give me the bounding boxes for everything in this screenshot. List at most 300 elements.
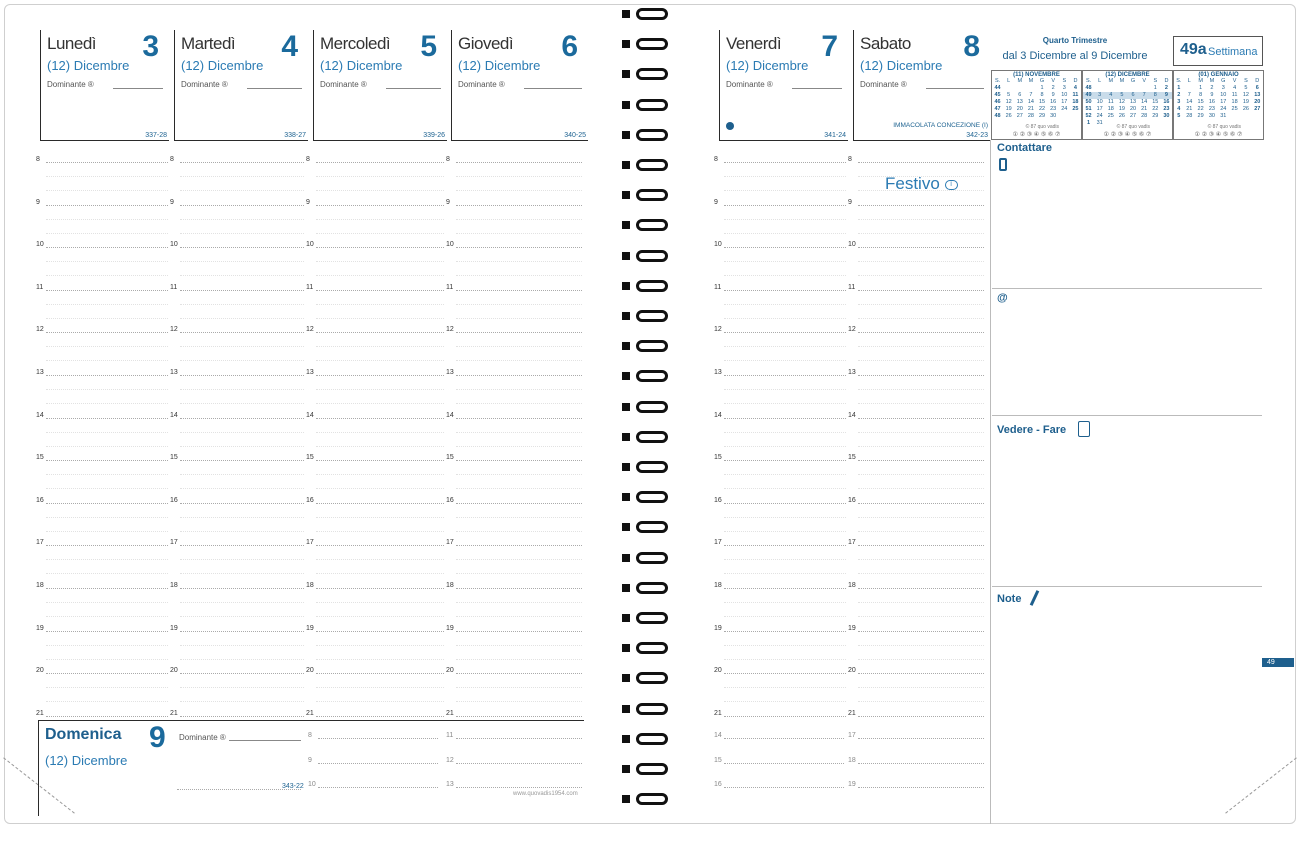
day-header <box>313 30 447 141</box>
festivo-label <box>885 174 958 194</box>
mini-calendar-title: (12) DICEMBRE <box>1105 72 1150 78</box>
half-line <box>724 687 846 688</box>
day-cell: 12 <box>1005 99 1012 105</box>
hour-line <box>316 716 444 717</box>
sunday-hour-label: 17 <box>848 732 856 739</box>
day-header <box>719 30 848 141</box>
day-cell: 52 <box>1085 113 1092 119</box>
day-code: 339-26 <box>423 132 445 139</box>
sunday-dominante: Dominante ® <box>179 733 226 742</box>
half-line <box>456 701 582 702</box>
half-line <box>180 389 304 390</box>
half-line <box>858 559 984 560</box>
hour-label: 14 <box>446 411 454 419</box>
half-line <box>46 219 168 220</box>
mini-calendar-note: © 87 quo vadis <box>1207 124 1241 130</box>
day-cell: 3 <box>1062 85 1066 91</box>
ring-hole <box>622 493 630 501</box>
hour-label: 17 <box>306 539 314 547</box>
hour-line <box>724 588 846 589</box>
ring-hole <box>622 282 630 290</box>
half-line <box>316 275 444 276</box>
half-line <box>724 360 846 361</box>
half-line <box>316 488 444 489</box>
sunday-hour-label: 15 <box>714 756 722 764</box>
half-line <box>724 261 846 262</box>
half-line <box>456 602 582 603</box>
hour-line <box>456 460 582 461</box>
hour-line <box>858 375 984 376</box>
hour-line <box>858 332 984 333</box>
half-line <box>180 446 304 447</box>
day-cell: 7 <box>1142 92 1146 98</box>
hour-label: 12 <box>306 326 314 334</box>
weekday-header: G <box>1221 78 1226 84</box>
half-line <box>316 701 444 702</box>
ring-wire <box>636 642 668 654</box>
hour-label: 14 <box>714 411 722 419</box>
hour-label: 8 <box>446 156 450 163</box>
hour-label: 20 <box>714 667 722 675</box>
day-cell <box>1184 85 1195 92</box>
half-line <box>46 176 168 177</box>
day-cell: 48 <box>1085 85 1092 91</box>
spiral-ring <box>618 308 678 324</box>
week-row <box>992 92 1081 99</box>
day-cell: 2 <box>1210 85 1214 91</box>
hour-label: 18 <box>306 582 314 589</box>
hour-line <box>724 375 846 376</box>
half-line <box>180 219 304 220</box>
hour-line <box>858 545 984 546</box>
day-cell: 6 <box>1255 85 1259 91</box>
dominante-line <box>247 88 302 89</box>
half-line <box>724 602 846 603</box>
ring-wire <box>636 159 668 171</box>
hour-label: 20 <box>36 667 44 675</box>
half-line <box>46 389 168 390</box>
day-cell: 19 <box>1005 106 1012 112</box>
half-line <box>724 531 846 532</box>
hour-line <box>180 545 304 546</box>
hour-line <box>858 631 984 632</box>
hour-label: 17 <box>446 539 454 547</box>
day-cell <box>1116 85 1127 92</box>
half-line <box>724 304 846 305</box>
half-line <box>724 474 846 475</box>
day-cell <box>1105 120 1116 127</box>
half-line <box>858 602 984 603</box>
dominante-line <box>386 88 441 89</box>
hour-line <box>724 418 846 419</box>
half-line <box>316 190 444 191</box>
ring-wire <box>636 793 668 805</box>
half-line <box>316 233 444 234</box>
ring-hole <box>622 644 630 652</box>
ring-hole <box>622 795 630 803</box>
half-line <box>180 346 304 347</box>
half-line <box>858 275 984 276</box>
hour-line <box>316 673 444 674</box>
spiral-ring <box>618 36 678 52</box>
day-cell: 15 <box>1039 99 1046 105</box>
hour-line <box>316 375 444 376</box>
hour-line <box>180 162 304 163</box>
day-header <box>40 30 169 141</box>
hour-line <box>858 162 984 163</box>
hour-line <box>858 418 984 419</box>
week-row <box>1174 92 1263 99</box>
day-cell: 11 <box>1107 99 1114 105</box>
hour-label: 17 <box>170 539 178 547</box>
hour-line <box>46 375 168 376</box>
day-cell: 8 <box>1040 92 1044 98</box>
week-row <box>1174 85 1263 92</box>
ring-wire <box>636 370 668 382</box>
hour-label: 15 <box>446 454 454 462</box>
sunday-hour-line <box>858 738 984 739</box>
ring-wire <box>636 401 668 413</box>
hour-line <box>316 460 444 461</box>
hour-label: 15 <box>848 454 856 462</box>
half-line <box>724 318 846 319</box>
hour-label: 20 <box>446 667 454 675</box>
spiral-ring <box>618 489 678 505</box>
half-line <box>316 559 444 560</box>
hour-label: 15 <box>714 454 722 462</box>
half-line <box>858 261 984 262</box>
hour-label: 20 <box>170 667 178 675</box>
hour-label: 21 <box>446 709 454 717</box>
half-line <box>316 176 444 177</box>
day-cell: 5 <box>1244 85 1248 91</box>
weekday-header: L <box>1007 78 1011 84</box>
half-line <box>46 446 168 447</box>
phone-icon <box>999 158 1007 171</box>
ring-wire <box>636 552 668 564</box>
half-line <box>858 304 984 305</box>
week-number: 49a <box>1180 41 1207 58</box>
half-line <box>180 360 304 361</box>
day-cell: 4 <box>1233 85 1237 91</box>
hour-label: 18 <box>714 582 722 589</box>
half-line <box>46 701 168 702</box>
day-month: (12) Dicembre <box>726 58 809 73</box>
day-cell: 24 <box>1220 106 1227 112</box>
spiral-ring <box>618 248 678 264</box>
day-cell: 45 <box>994 92 1001 98</box>
hour-label: 12 <box>714 326 722 334</box>
half-line <box>456 517 582 518</box>
spiral-ring <box>618 278 678 294</box>
half-line <box>456 559 582 560</box>
day-name: Venerdì <box>726 34 782 53</box>
day-cell: 3 <box>1098 92 1102 98</box>
hour-line <box>858 588 984 589</box>
half-line <box>316 531 444 532</box>
half-line <box>724 190 846 191</box>
half-line <box>46 645 168 646</box>
week-row <box>1083 106 1172 113</box>
sunday-hour-line <box>456 787 582 788</box>
day-cell <box>1161 120 1172 127</box>
half-line <box>180 318 304 319</box>
day-cell: 9 <box>1051 92 1055 98</box>
half-line <box>858 346 984 347</box>
hour-label: 18 <box>36 582 44 589</box>
day-cell: 5 <box>1120 92 1124 98</box>
day-name: Martedì <box>181 34 236 53</box>
day-code: 342-23 <box>966 132 988 139</box>
hour-line <box>316 418 444 419</box>
half-line <box>180 190 304 191</box>
sunday-hour-label: 10 <box>308 781 316 788</box>
day-cell: 10 <box>1220 92 1227 98</box>
day-cell: 14 <box>1186 99 1193 105</box>
day-cell: 47 <box>994 106 1001 112</box>
half-line <box>858 219 984 220</box>
hour-label: 17 <box>848 539 856 547</box>
sunday-code: 343-22 <box>282 783 304 790</box>
hour-line <box>180 418 304 419</box>
hour-line <box>46 162 168 163</box>
half-line <box>316 346 444 347</box>
day-cell: 18 <box>1231 99 1238 105</box>
hour-label: 10 <box>36 241 44 249</box>
day-cell: 17 <box>1061 99 1068 105</box>
day-cell: 5 <box>1177 113 1181 119</box>
day-cell: 20 <box>1016 106 1023 112</box>
day-cell: 2 <box>1164 85 1168 91</box>
ring-wire <box>636 703 668 715</box>
hour-line <box>724 673 846 674</box>
hour-line <box>456 375 582 376</box>
spiral-ring <box>618 670 678 686</box>
day-cell: 4 <box>1109 92 1113 98</box>
half-line <box>456 261 582 262</box>
hour-label: 12 <box>36 326 44 334</box>
day-name: Mercoledì <box>320 34 391 53</box>
half-line <box>46 517 168 518</box>
ring-hole <box>622 523 630 531</box>
hour-line <box>456 588 582 589</box>
hour-label: 19 <box>446 624 454 632</box>
half-line <box>724 432 846 433</box>
half-line <box>858 488 984 489</box>
half-line <box>180 687 304 688</box>
half-line <box>724 446 846 447</box>
spiral-ring <box>618 610 678 626</box>
day-header <box>853 30 990 141</box>
half-line <box>180 645 304 646</box>
day-code: 338-27 <box>284 132 306 139</box>
day-cell: 31 <box>1220 113 1227 119</box>
half-line <box>316 517 444 518</box>
day-cell: 28 <box>1186 113 1193 119</box>
half-line <box>180 559 304 560</box>
ring-wire <box>636 129 668 141</box>
half-line <box>858 360 984 361</box>
ring-hole <box>622 10 630 18</box>
day-month: (12) Dicembre <box>458 58 541 73</box>
sunday-hour-label: 19 <box>848 781 856 788</box>
hour-label: 15 <box>306 454 314 462</box>
half-line <box>46 261 168 262</box>
half-line <box>858 517 984 518</box>
hour-line <box>316 588 444 589</box>
mini-calendar-note: © 87 quo vadis <box>1025 124 1059 130</box>
day-cell: 23 <box>1050 106 1057 112</box>
mini-calendar-note: © 87 quo vadis <box>1116 124 1150 130</box>
half-line <box>316 360 444 361</box>
dominante-line <box>792 88 842 89</box>
sunday-number: 9 <box>149 721 166 754</box>
weekday-header: V <box>1232 78 1237 84</box>
weekday-header: M <box>1108 78 1114 84</box>
day-cell: 26 <box>1242 106 1249 112</box>
sunday-hour-label: 18 <box>848 756 856 764</box>
hour-line <box>724 332 846 333</box>
ring-hole <box>622 554 630 562</box>
sunday-hour-line <box>318 763 438 764</box>
hour-line <box>316 247 444 248</box>
half-line <box>858 446 984 447</box>
half-line <box>858 318 984 319</box>
hour-line <box>46 545 168 546</box>
half-line <box>858 474 984 475</box>
ring-wire <box>636 8 668 20</box>
weekday-header: M <box>1017 78 1023 84</box>
hour-line <box>316 545 444 546</box>
day-cell: 18 <box>1107 106 1114 112</box>
day-cell: 7 <box>1187 92 1191 98</box>
half-line <box>724 645 846 646</box>
day-cell: 29 <box>1039 113 1046 119</box>
hour-label: 8 <box>170 156 174 163</box>
dominante-label: Dominante ® <box>726 80 773 89</box>
hour-line <box>456 716 582 717</box>
hour-line <box>858 673 984 674</box>
half-line <box>180 403 304 404</box>
day-cell: 22 <box>1039 106 1046 112</box>
hour-line <box>180 332 304 333</box>
hour-line <box>180 673 304 674</box>
ring-wire <box>636 431 668 443</box>
half-line <box>456 432 582 433</box>
hour-label: 9 <box>36 198 40 206</box>
week-row <box>1083 99 1172 106</box>
half-line <box>46 602 168 603</box>
day-cell: 3 <box>1221 85 1225 91</box>
mini-calendar-footer: ① ② ③ ④ ⑤ ⑥ ⑦ <box>1194 132 1243 138</box>
hour-line <box>180 631 304 632</box>
weekday-header: S <box>1244 78 1248 84</box>
half-line <box>180 531 304 532</box>
hour-label: 9 <box>446 198 450 206</box>
mini-calendar-header <box>992 78 1081 85</box>
weekday-header: S <box>1062 78 1067 84</box>
hour-line <box>46 631 168 632</box>
sunday-hour-label: 8 <box>308 732 312 739</box>
week-row <box>1083 92 1172 99</box>
half-line <box>858 687 984 688</box>
ring-wire <box>636 672 668 684</box>
spiral-ring <box>618 338 678 354</box>
weekday-header: D <box>1073 78 1078 84</box>
hour-line <box>724 545 846 546</box>
day-cell: 14 <box>1141 99 1148 105</box>
spiral-ring <box>618 550 678 566</box>
ring-wire <box>636 310 668 322</box>
dominante-label: Dominante ® <box>320 80 367 89</box>
hour-line <box>456 418 582 419</box>
day-cell: 11 <box>1072 92 1079 98</box>
ring-hole <box>622 131 630 139</box>
hour-label: 9 <box>170 198 174 206</box>
contattare-label: Contattare <box>997 142 1053 154</box>
hour-line <box>316 290 444 291</box>
day-cell: 30 <box>1208 113 1215 119</box>
hour-label: 13 <box>36 369 44 376</box>
day-cell <box>1252 113 1263 120</box>
mini-calendar-title: (11) NOVEMBRE <box>1013 72 1060 78</box>
weekday-header: S <box>1153 78 1158 84</box>
divider <box>992 288 1262 289</box>
hour-label: 21 <box>36 709 44 717</box>
half-line <box>724 573 846 574</box>
day-cell: 44 <box>994 85 1001 91</box>
half-line <box>456 531 582 532</box>
hour-label: 16 <box>446 496 454 504</box>
half-line <box>46 403 168 404</box>
hour-line <box>456 503 582 504</box>
day-cell <box>1139 85 1150 92</box>
half-line <box>46 559 168 560</box>
ring-wire <box>636 219 668 231</box>
day-cell: 6 <box>1131 92 1135 98</box>
hour-line <box>724 503 846 504</box>
ring-wire <box>636 461 668 473</box>
day-cell <box>1229 113 1240 120</box>
half-line <box>858 233 984 234</box>
hour-line <box>724 716 846 717</box>
spiral-ring <box>618 791 678 807</box>
day-cell: 3 <box>1177 99 1181 105</box>
half-line <box>180 517 304 518</box>
mini-calendar-footer: ① ② ③ ④ ⑤ ⑥ ⑦ <box>1103 132 1152 138</box>
spiral-ring <box>618 580 678 596</box>
hour-line <box>46 247 168 248</box>
day-cell: 7 <box>1029 92 1033 98</box>
hour-label: 19 <box>36 624 44 632</box>
email-at-label: @ <box>997 292 1008 304</box>
day-cell <box>1003 85 1014 92</box>
half-line <box>46 360 168 361</box>
day-cell: 15 <box>1197 99 1204 105</box>
half-line <box>724 403 846 404</box>
hour-label: 21 <box>170 709 178 717</box>
day-cell: 30 <box>1163 113 1170 119</box>
spiral-binding <box>618 6 678 814</box>
half-line <box>46 275 168 276</box>
hour-label: 10 <box>170 241 178 249</box>
day-cell <box>1150 120 1161 127</box>
day-cell <box>1070 113 1081 120</box>
half-line <box>180 602 304 603</box>
hour-label: 11 <box>848 283 856 291</box>
day-name: Giovedì <box>458 34 514 53</box>
hour-line <box>180 460 304 461</box>
